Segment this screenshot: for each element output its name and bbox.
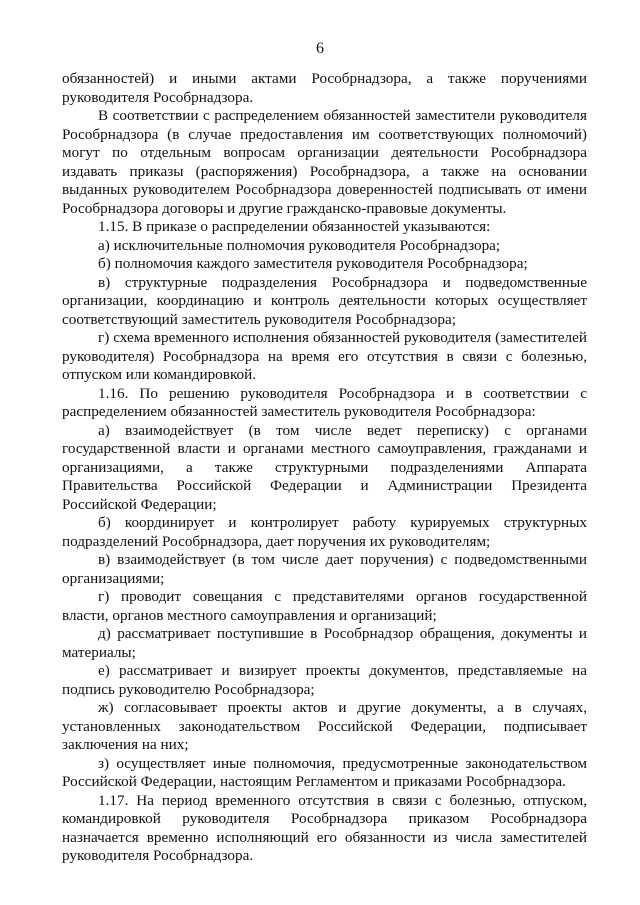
list-item-1-16-b: б) координирует и контролирует работу курируемых структурных подразделений Рособрнадзора, дает поручения их руководителям; bbox=[62, 514, 587, 550]
paragraph-1-17: 1.17. На период временного отсутствия в связи с болезнью, отпуском, командировкой руководителя Рособрнадзора приказом Рособрнадзора назначается временно исполняющий его обязанности из числа заместителей руководителя Рособрнадзора. bbox=[62, 791, 587, 864]
list-item-1-16-z: з) осуществляет иные полномочия, предусмотренные законодательством Российской Федерации, настоящим Регламентом и приказами Рособрнадзора. bbox=[62, 754, 587, 790]
list-item-1-15-v: в) структурные подразделения Рособрнадзора и подведомственные организации, координацию и контроль деятельности которых осуществляет соответствующий заместитель руководителя Рособрнадзора; bbox=[62, 273, 587, 328]
list-item-1-15-a: а) исключительные полномочия руководителя Рособрнадзора; bbox=[98, 236, 501, 254]
list-item-1-16-zh: ж) согласовывает проекты актов и другие документы, а в случаях, установленных законодательством Российской Федерации, подписывает заключения на них; bbox=[62, 699, 587, 753]
list-item-1-16-v: в) взаимодействует (в том числе дает поручения) с подведомственными организациями; bbox=[62, 551, 587, 587]
paragraph-continuation: обязанностей) и иными актами Рособрнадзора, а также поручениями руководителя Рособрнадзора. bbox=[62, 70, 587, 106]
list-item-1-16-e: е) рассматривает и визирует проекты документов, представляемые на подпись руководителю Рособрнадзора; bbox=[62, 662, 587, 698]
paragraph-1-15: 1.15. В приказе о распределении обязанностей указываются: bbox=[98, 218, 491, 235]
list-item-1-16-d: д) рассматривает поступившие в Рособрнадзор обращения, документы и материалы; bbox=[62, 625, 587, 661]
list-item-1-16-g: г) проводит совещания с представителями органов государственной власти, органов местного самоуправления и организаций; bbox=[62, 588, 587, 624]
page-number: 6 bbox=[316, 40, 324, 57]
list-item-1-15-g: г) схема временного исполнения обязанностей руководителя (заместителей руководителя) Рособрнадзора на время его отсутствия в связи с болезнью, отпуском или командировкой. bbox=[62, 329, 587, 383]
document-body bbox=[62, 70, 587, 866]
paragraph-deputies-powers: В соответствии с распределением обязанностей заместители руководителя Рособрнадзора (в случае предоставления им соответствующих полномочий) могут по отдельным вопросам организации деятельности Рособрнадзора издавать приказы (распоряжения) Рособрнадзора, а также на основании выданных руководителем Рособрнадзора доверенностей подписывать от имени Рособрнадзора договоры и другие гражданско-правовые документы. bbox=[62, 107, 587, 217]
list-item-1-15-b: б) полномочия каждого заместителя руководителя Рособрнадзора; bbox=[98, 255, 528, 272]
list-item-1-16-a: а) взаимодействует (в том числе ведет переписку) с органами государственной власти и органами местного самоуправления, гражданами и организациями, а также структурными подразделениями Аппарата Правительства Российской Федерации и Администрации Президента Российской Федерации; bbox=[62, 421, 587, 513]
paragraph-1-16: 1.16. По решению руководителя Рособрнадзора и в соответствии с распределением обязанностей заместитель руководителя Рособрнадзора: bbox=[62, 384, 587, 420]
